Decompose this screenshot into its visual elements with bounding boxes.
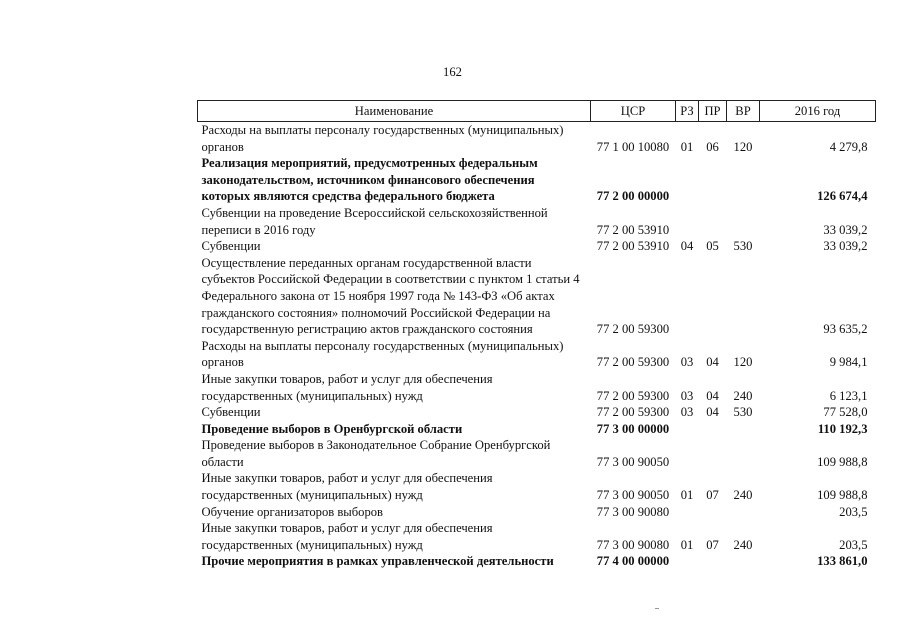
- row-csr: 77 2 00 59300: [596, 322, 670, 337]
- table-row: [198, 553, 876, 570]
- row-pr: 07: [706, 488, 719, 503]
- row-rz: [676, 255, 699, 338]
- row-csr: 77 3 00 00000: [596, 421, 670, 436]
- row-rz: 04: [680, 239, 694, 254]
- table-header: [198, 101, 876, 122]
- row-vr: [727, 421, 760, 438]
- row-csr: 77 2 00 59300: [596, 405, 670, 420]
- row-pr: [699, 437, 727, 470]
- row-pr: 04: [706, 405, 719, 420]
- header-name: Наименование: [198, 101, 591, 122]
- row-name: Иные закупки товаров, работ и услуг для обеспечения государственных (муниципальных) нужд: [201, 521, 493, 552]
- row-amount: 133 861,0: [817, 554, 868, 569]
- row-name: Расходы на выплаты персоналу государственных (муниципальных) органов: [201, 123, 564, 154]
- header-csr: ЦСР: [591, 101, 676, 122]
- header-pr: ПР: [699, 101, 727, 122]
- scan-mark: [655, 608, 659, 609]
- row-pr: 07: [706, 537, 719, 552]
- header-rz: РЗ: [676, 101, 699, 122]
- row-name: Субвенции: [201, 405, 261, 420]
- row-vr: 240: [733, 537, 753, 552]
- table-row: [198, 520, 876, 553]
- row-csr: 77 2 00 53910: [596, 239, 670, 254]
- row-csr: 77 2 00 00000: [596, 189, 670, 204]
- table-body: [198, 122, 876, 571]
- table-row: [198, 205, 876, 238]
- row-rz: 01: [680, 537, 694, 552]
- table-row: [198, 122, 876, 156]
- row-pr: [699, 255, 727, 338]
- row-rz: 01: [680, 139, 694, 154]
- row-vr: 530: [733, 239, 753, 254]
- row-pr: [699, 421, 727, 438]
- table-row: [198, 371, 876, 404]
- table-row: [198, 437, 876, 470]
- row-amount: 93 635,2: [823, 322, 868, 337]
- row-vr: 240: [733, 488, 753, 503]
- row-name: Субвенции на проведение Всероссийской сельскохозяйственной переписи в 2016 году: [201, 205, 548, 237]
- row-csr: 77 4 00 00000: [596, 554, 670, 569]
- row-name: Субвенции: [201, 239, 261, 254]
- row-rz: [676, 421, 699, 438]
- row-amount: 6 123,1: [829, 388, 868, 403]
- table-row: [198, 338, 876, 371]
- row-name: Иные закупки товаров, работ и услуг для обеспечения государственных (муниципальных) нужд: [201, 471, 493, 503]
- row-amount: 4 279,8: [829, 139, 868, 154]
- row-rz: 01: [680, 488, 694, 503]
- row-vr: 120: [733, 139, 753, 154]
- table-row: [198, 255, 876, 338]
- row-rz: 03: [680, 388, 694, 403]
- page-number: 162: [443, 65, 462, 79]
- budget-table: [197, 100, 876, 570]
- row-amount: 109 988,8: [817, 454, 868, 469]
- row-csr: 77 3 00 90080: [596, 504, 670, 519]
- row-name: Проведение выборов в Оренбургской области: [201, 421, 463, 436]
- table-row: [198, 155, 876, 205]
- row-vr: [727, 553, 760, 570]
- table-row: [198, 504, 876, 521]
- row-name: Расходы на выплаты персоналу государственных (муниципальных) органов: [201, 338, 564, 370]
- row-name: Осуществление переданных органам государственной власти субъектов Российской Федерации в соответствии с пунктом 1 статьи 4 Федерального закона от 15 ноября 1997 года № 143-ФЗ «Об актах гражданского состояния» полномочий Российской Федерации на государственную регистрацию актов гражданского состояния: [201, 255, 580, 337]
- row-rz: 03: [680, 355, 694, 370]
- row-rz: [676, 155, 699, 205]
- row-name: Иные закупки товаров, работ и услуг для обеспечения государственных (муниципальных) нужд: [201, 371, 493, 403]
- header-row: [198, 101, 876, 122]
- row-pr: 04: [706, 388, 719, 403]
- row-pr: [699, 205, 727, 238]
- row-rz: [676, 504, 699, 521]
- row-csr: 77 2 00 53910: [596, 222, 670, 237]
- row-csr: 77 2 00 59300: [596, 355, 670, 370]
- row-csr: 77 3 00 90080: [596, 537, 670, 552]
- row-rz: [676, 553, 699, 570]
- table-row: [198, 238, 876, 255]
- row-pr: [699, 553, 727, 570]
- table-row: [198, 470, 876, 503]
- row-vr: 530: [733, 405, 753, 420]
- row-name: Проведение выборов в Законодательное Собрание Оренбургской области: [201, 438, 551, 469]
- row-name: Обучение организаторов выборов: [201, 504, 384, 519]
- row-rz: 03: [680, 405, 694, 420]
- row-amount: 203,5: [839, 537, 868, 552]
- row-amount: 33 039,2: [823, 239, 868, 254]
- row-amount: 110 192,3: [817, 421, 868, 436]
- row-vr: [727, 255, 760, 338]
- row-pr: 04: [706, 355, 719, 370]
- row-name: Прочие мероприятия в рамках управленческой деятельности: [201, 554, 554, 569]
- row-amount: 33 039,2: [823, 222, 868, 237]
- row-pr: 05: [706, 239, 719, 254]
- header-vr: ВР: [727, 101, 760, 122]
- row-pr: 06: [706, 139, 719, 154]
- row-csr: 77 1 00 10080: [596, 139, 670, 154]
- row-amount: 77 528,0: [823, 405, 868, 420]
- row-csr: 77 2 00 59300: [596, 388, 670, 403]
- row-pr: [699, 504, 727, 521]
- row-csr: 77 3 00 90050: [596, 488, 670, 503]
- header-year: 2016 год: [760, 101, 876, 122]
- row-amount: 109 988,8: [817, 488, 868, 503]
- row-vr: 120: [733, 355, 753, 370]
- row-pr: [699, 155, 727, 205]
- row-rz: [676, 437, 699, 470]
- row-amount: 126 674,4: [817, 189, 868, 204]
- table-row: [198, 421, 876, 438]
- row-vr: [727, 155, 760, 205]
- row-vr: [727, 504, 760, 521]
- table-row: [198, 404, 876, 421]
- row-name: Реализация мероприятий, предусмотренных федеральным законодательством, источником финансового обеспечения которых являются средства федерального бюджета: [201, 156, 538, 204]
- row-vr: [727, 205, 760, 238]
- row-amount: 203,5: [839, 504, 868, 519]
- row-vr: 240: [733, 388, 753, 403]
- row-amount: 9 984,1: [829, 355, 868, 370]
- row-csr: 77 3 00 90050: [596, 454, 670, 469]
- row-vr: [727, 437, 760, 470]
- row-rz: [676, 205, 699, 238]
